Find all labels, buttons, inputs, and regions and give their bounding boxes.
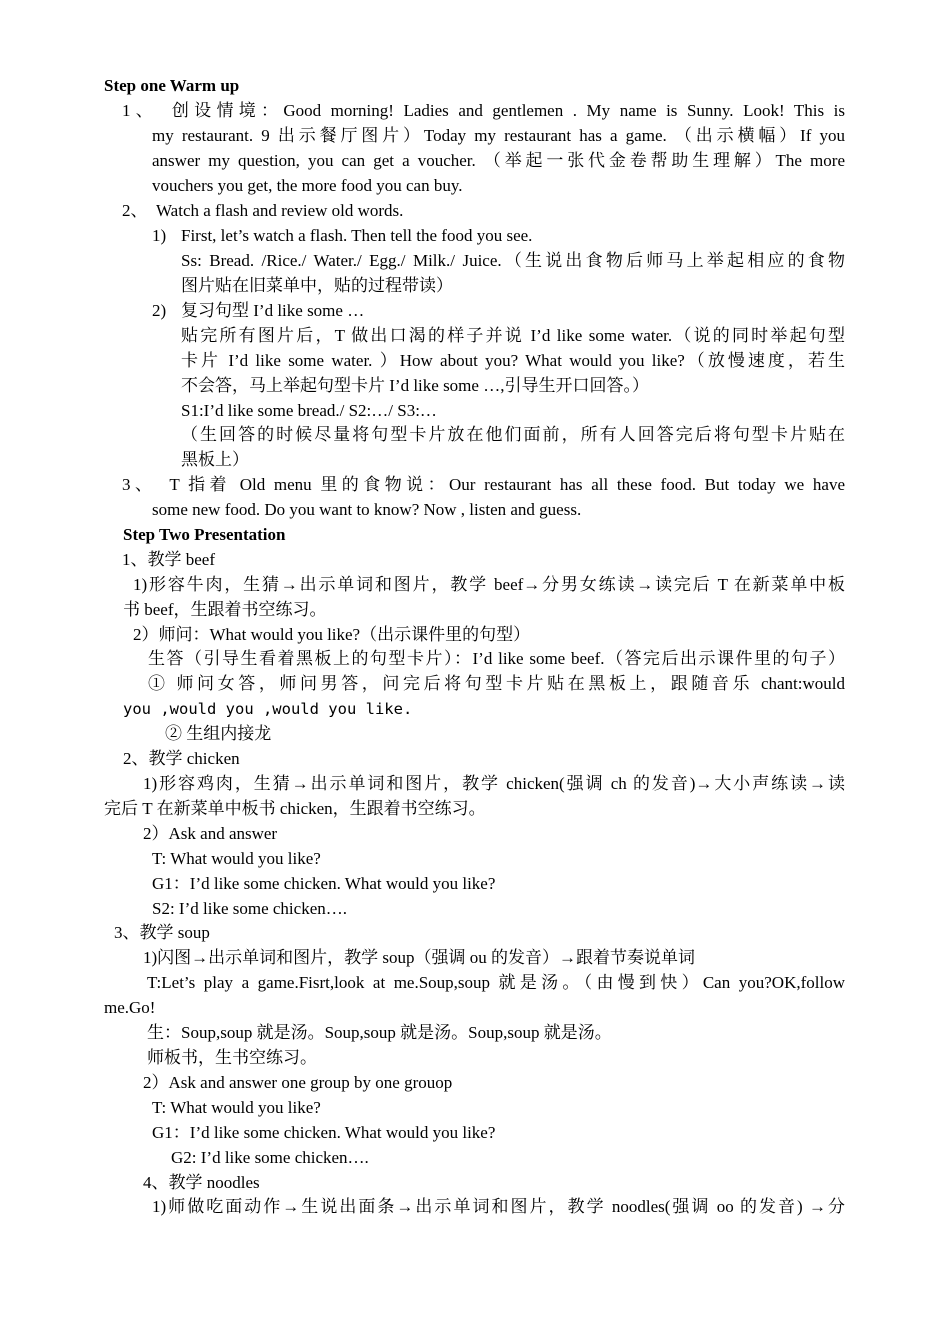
text-line: G2: I’d like some chicken….	[171, 1148, 369, 1167]
text-line: 卡片 I’d like some water. ）How about you? What would you like?（放慢速度，若生	[181, 351, 845, 370]
text-line: 1)形容牛肉，生猜→出示单词和图片，教学 beef→分男女练读→读完后 T 在新菜单中板	[133, 575, 845, 594]
text-line: G1：I’d like some chicken. What would you like?	[152, 1123, 496, 1142]
text-line: 1、教学 beef	[122, 550, 216, 569]
text-line: 3、 T 指着 Old menu 里的食物说：Our restaurant has all these food. But today we have	[122, 475, 845, 494]
text-line: G1：I’d like some chicken. What would you like?	[152, 874, 496, 893]
text-line: answer my question, you can get a voucher. （举起一张代金卷帮助生理解）The more	[152, 151, 845, 170]
text-line: 生答（引导生看着黑板上的句型卡片）：I’d like some beef.（答完后出示课件里的句子）	[148, 649, 845, 668]
text-line: T: What would you like?	[152, 1098, 321, 1117]
text-line: 完后 T 在新菜单中板书 chicken，生跟着书空练习。	[104, 799, 486, 818]
heading-step-two: Step Two Presentation	[123, 525, 286, 544]
text-line: T:Let’s play a game.Fisrt,look at me.Soup,soup 就是汤。（由慢到快）Can you?OK,follow	[147, 973, 845, 992]
text-line: （生回答的时候尽量将句型卡片放在他们面前，所有人回答完后将句型卡片贴在	[181, 425, 845, 444]
list-number: 1)	[152, 226, 167, 245]
text-line: Ss: Bread. /Rice./ Water./ Egg./ Milk./ Juice.（生说出食物后师马上举起相应的食物	[181, 251, 845, 270]
text-line: 2）师问：What would you like?（出示课件里的句型）	[133, 625, 531, 644]
text-line: 4、教学 noodles	[143, 1173, 260, 1192]
text-line: 书 beef，生跟着书空练习。	[123, 600, 327, 619]
text-line: 2）Ask and answer one group by one grouop	[143, 1073, 453, 1092]
text-line: 生：Soup,soup 就是汤。Soup,soup 就是汤。Soup,soup 就是汤。	[147, 1023, 612, 1042]
text-line: T: What would you like?	[152, 849, 321, 868]
text-line: 2）Ask and answer	[143, 824, 278, 843]
heading-step-one: Step one Warm up	[104, 76, 240, 95]
text-line: 1)师做吃面动作→生说出面条→出示单词和图片，教学 noodles(强调 oo 的发音) →分	[152, 1197, 845, 1216]
text-line: 贴完所有图片后，T 做出口渴的样子并说 I’d like some water.（说的同时举起句型	[181, 326, 845, 345]
text-line: S1:I’d like some bread./ S2:…/ S3:…	[181, 401, 437, 420]
text-line: me.Go!	[104, 998, 156, 1017]
text-line: 师板书，生书空练习。	[147, 1048, 317, 1067]
text-line: you ,would you ,would you like.	[123, 700, 413, 718]
text-line: vouchers you get, the more food you can buy.	[152, 176, 463, 195]
text-line: ① 师问女答，师问男答，问完后将句型卡片贴在黑板上，跟随音乐 chant:would	[148, 674, 845, 693]
text-line: S2: I’d like some chicken….	[152, 899, 347, 918]
text-line: my restaurant. 9 出示餐厅图片）Today my restaurant has a game. （出示横幅）If you	[152, 126, 845, 145]
text-line: some new food. Do you want to know? Now , listen and guess.	[152, 500, 582, 519]
text-line: 不会答，马上举起句型卡片 I’d like some …,引导生开口回答。）	[181, 376, 649, 395]
text-line: 1、 创设情境：Good morning! Ladies and gentlemen . My name is Sunny. Look! This is	[122, 101, 845, 120]
text-line: First, let’s watch a flash. Then tell the food you see.	[181, 226, 533, 245]
text-line: 2、 Watch a flash and review old words.	[122, 201, 404, 220]
text-line: 1)闪图→出示单词和图片，教学 soup（强调 ou 的发音）→跟着节奏说单词	[143, 948, 696, 967]
text-line: ② 生组内接龙	[165, 724, 272, 743]
text-line: 3、教学 soup	[114, 923, 210, 942]
list-number: 2)	[152, 301, 167, 320]
text-line: 复习句型 I’d like some …	[181, 301, 365, 320]
text-line: 1)形容鸡肉，生猜→出示单词和图片，教学 chicken(强调 ch 的发音)→大小声练读→读	[143, 774, 845, 793]
text-line: 2、教学 chicken	[123, 749, 240, 768]
text-line: 黑板上）	[181, 450, 249, 469]
text-line: 图片贴在旧菜单中，贴的过程带读）	[181, 276, 453, 295]
